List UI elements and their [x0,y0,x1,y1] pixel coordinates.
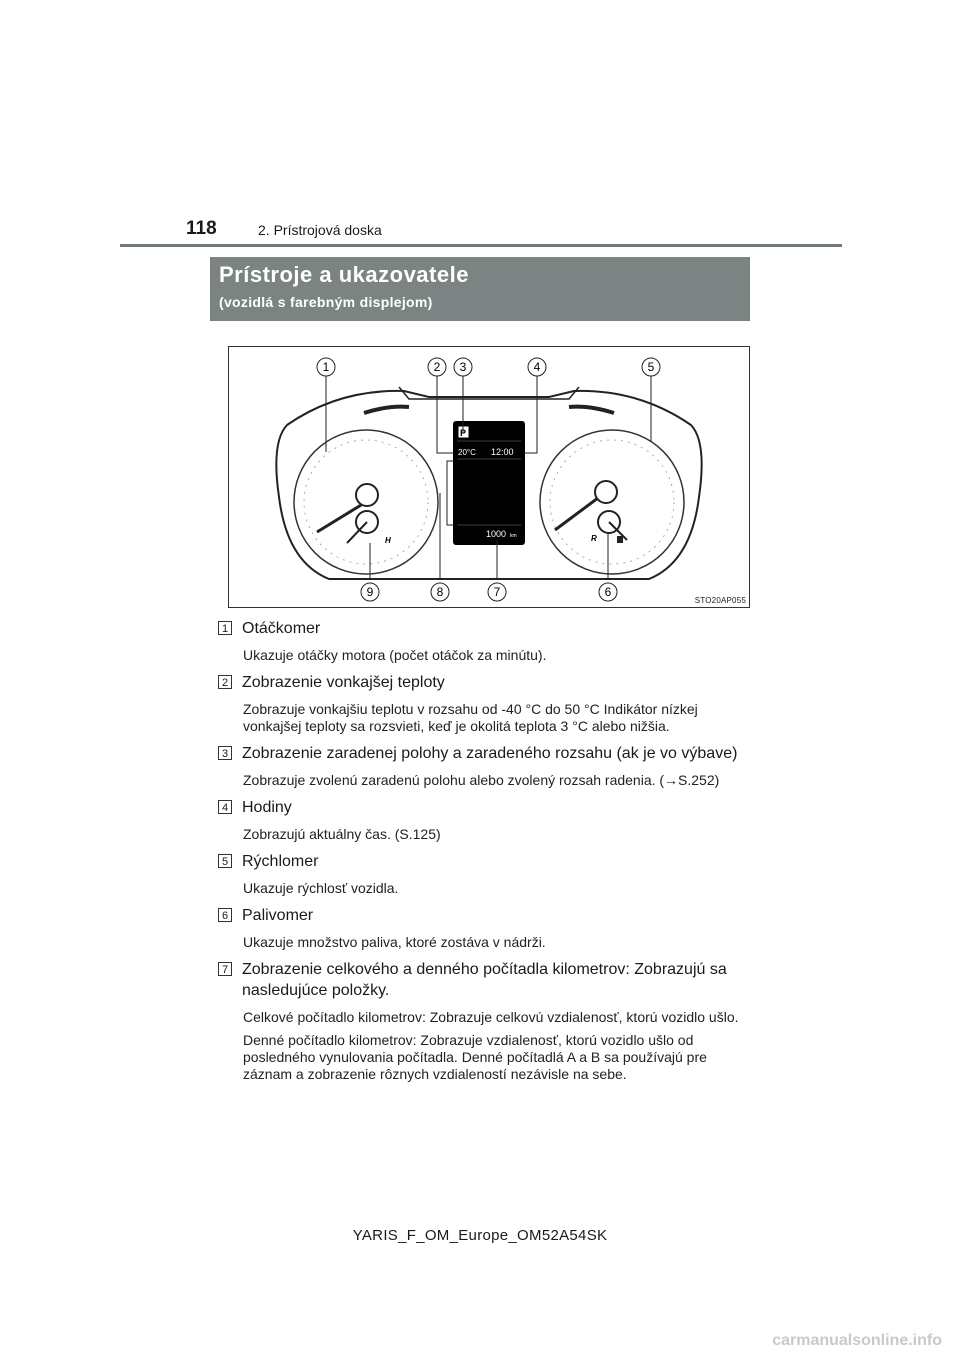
fuel-gauge-r-mark: R [591,534,597,543]
list-item [218,797,758,843]
item-title: Hodiny [242,799,292,816]
page-number: 118 [186,218,217,239]
watermark: carmanualsonline.info [772,1332,942,1349]
item-number: 2 [218,675,232,689]
callout-7: 7 [493,585,501,599]
item-description: Zobrazuje zvolenú zaradenú polohu alebo zvolený rozsah radenia. (→S.252) [243,772,720,788]
figure-code: STO20AP055 [694,596,746,605]
list-item [218,851,758,897]
item-number: 7 [218,962,232,976]
display-clock: 12:00 [491,447,514,457]
item-number: 6 [218,908,232,922]
callout-3: 3 [459,360,467,374]
page-subtitle: (vozidlá s farebným displejom) [219,294,433,310]
list-item [218,743,758,789]
item-title: Palivomer [242,907,314,924]
item-title: Zobrazenie zaradenej polohy a zaradeného rozsahu (ak je vo výbave) [242,745,738,762]
item-title: Zobrazenie vonkajšej teploty [242,674,445,691]
display-gear: P [460,428,467,438]
fuel-pump-icon [617,536,623,543]
callout-6: 6 [604,585,612,599]
item-description: Ukazuje rýchlosť vozidla. [243,880,399,896]
footer-code: YARIS_F_OM_Europe_OM52A54SK [352,1227,608,1244]
page-title: Prístroje a ukazovatele [219,262,469,287]
item-title: Zobrazenie celkového a denného počítadla kilometrov: Zobrazujú sa nasledujúce položky. [242,961,727,999]
callout-1: 1 [322,360,330,374]
item-number: 4 [218,800,232,814]
item-number: 3 [218,746,232,760]
list-item [218,905,758,951]
list-item [218,672,758,735]
item-description: Denné počítadlo kilometrov: Zobrazuje vzdialenosť, ktorú vozidlo ušlo od posledného vynulovania počítadla. Denné počítadlá A a B sa používajú pre záznam a zobrazenie rôznych vzdialeností nezávisle na sebe. [243,1032,707,1082]
header-rule [120,244,842,247]
callout-9: 9 [366,585,374,599]
callout-2: 2 [433,360,441,374]
display-temp: 20°C [458,448,476,457]
item-list [218,618,758,1083]
item-description: Ukazuje otáčky motora (počet otáčok za minútu). [243,647,547,663]
item-title: Rýchlomer [242,853,319,870]
temp-gauge-h-mark: H [385,536,391,545]
item-number: 1 [218,621,232,635]
section-title: 2. Prístrojová doska [258,222,382,238]
item-description: Celkové počítadlo kilometrov: Zobrazuje celkovú vzdialenosť, ktorú vozidlo ušlo. [243,1009,739,1025]
instrument-cluster-figure [228,346,750,608]
item-description: Zobrazuje vonkajšiu teplotu v rozsahu od -40 °C do 50 °C Indikátor nízkej vonkajšej teploty sa rozsvieti, keď je okolitá teplota 3 °C alebo nižšia. [243,701,698,734]
display-odometer-unit: km [510,533,517,539]
item-number: 5 [218,854,232,868]
callout-5: 5 [647,360,655,374]
callout-4: 4 [533,360,541,374]
callout-8: 8 [436,585,444,599]
list-item [218,618,758,664]
item-description: Zobrazujú aktuálny čas. (S.125) [243,826,441,842]
list-item [218,959,758,1083]
item-title: Otáčkomer [242,620,321,637]
item-description: Ukazuje množstvo paliva, ktoré zostáva v nádrži. [243,934,546,950]
instrument-cluster-drawing [229,347,749,607]
display-odometer: 1000 [486,529,507,539]
title-banner [210,257,750,321]
